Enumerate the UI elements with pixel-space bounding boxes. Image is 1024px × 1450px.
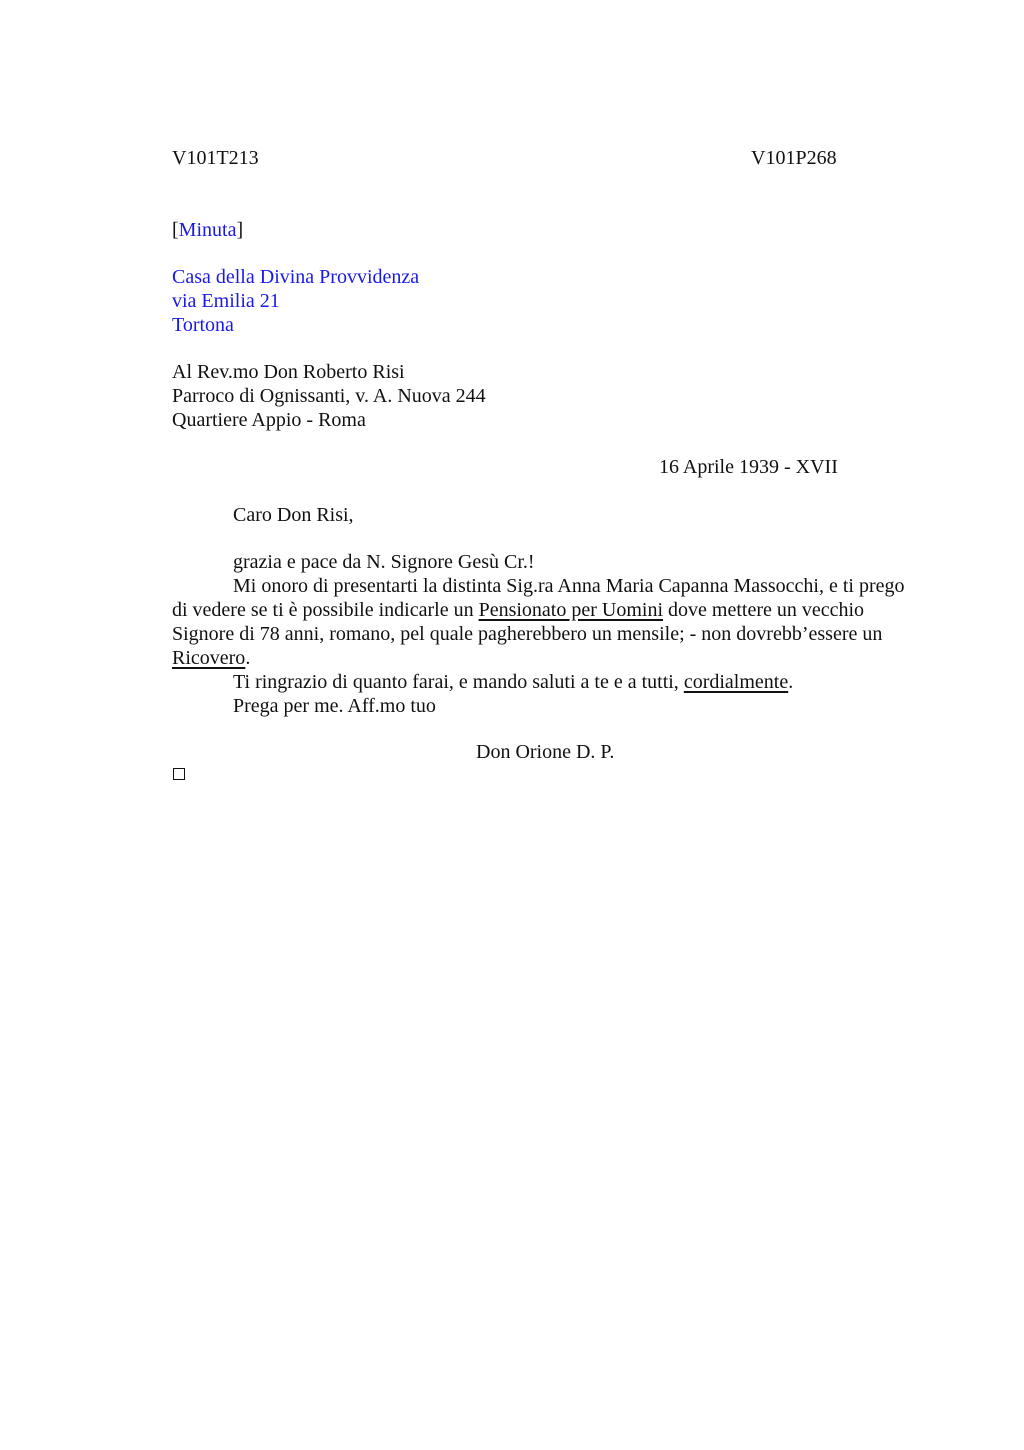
letter-body: [172, 550, 905, 718]
sender-address: [172, 265, 419, 337]
recipient-line: Parroco di Ognissanti, v. A. Nuova 244: [172, 385, 486, 407]
recipient-address: [172, 360, 486, 432]
signature: Don Orione D. P.: [476, 741, 615, 763]
minuta-label: [172, 218, 243, 242]
body-line: Ti ringrazio di quanto farai, e mando saluti a te e a tutti, cordialmente.: [233, 671, 794, 693]
sender-line: Casa della Divina Provvidenza: [172, 266, 420, 288]
document-code-left: V101T213: [172, 147, 259, 169]
recipient-line: Al Rev.mo Don Roberto Risi: [172, 361, 405, 383]
underlined-text: cordialmente: [683, 671, 789, 693]
body-line: Ricovero.: [172, 647, 251, 669]
minuta-open-bracket: [: [172, 219, 179, 241]
underlined-text: Ricovero: [172, 647, 246, 669]
body-line: Prega per me. Aff.mo tuo: [233, 695, 436, 717]
recipient-line: Quartiere Appio - Roma: [172, 409, 366, 431]
body-line: Signore di 78 anni, romano, pel quale pagherebbero un mensile; - non dovrebb’essere un: [172, 623, 883, 645]
body-line: di vedere se ti è possibile indicarle un Pensionato per Uomini dove mettere un vecchio: [172, 599, 865, 621]
letter-date: 16 Aprile 1939 - XVII: [659, 456, 838, 478]
sender-line: Tortona: [172, 314, 234, 336]
underlined-text: Pensionato per Uomini: [478, 599, 664, 621]
minuta-close-bracket: ]: [236, 219, 244, 241]
salutation: Caro Don Risi,: [233, 504, 354, 526]
sender-line: via Emilia 21: [172, 290, 280, 312]
body-greeting: grazia e pace da N. Signore Gesù Cr.!: [233, 551, 535, 573]
document-code-right: V101P268: [751, 147, 837, 169]
body-line: Mi onoro di presentarti la distinta Sig.ra Anna Maria Capanna Massocchi, e ti prego: [233, 575, 905, 597]
checkbox-icon: [173, 768, 185, 780]
minuta-text: Minuta: [178, 219, 237, 241]
